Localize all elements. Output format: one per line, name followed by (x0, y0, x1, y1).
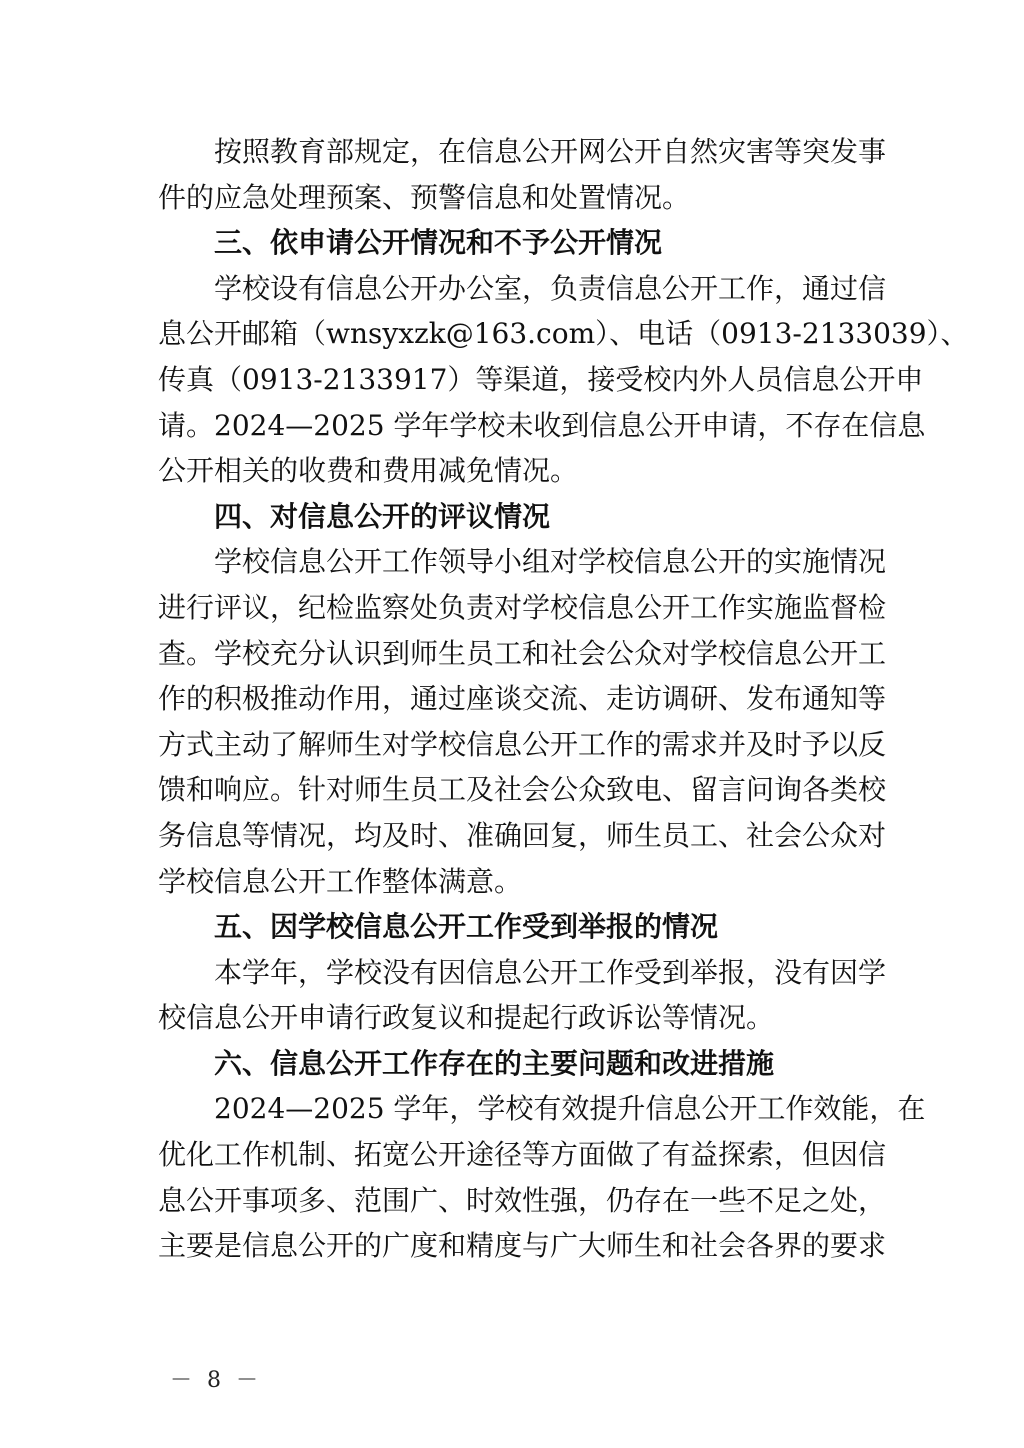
paragraph-line: 主要是信息公开的广度和精度与广大师生和社会各界的要求 (158, 1229, 887, 1263)
paragraph-line: 进行评议，纪检监察处负责对学校信息公开工作实施监督检 (158, 590, 887, 624)
paragraph-line: 馈和响应。针对师生员工及社会公众致电、留言问询各类校 (158, 773, 887, 807)
paragraph-line: 务信息等情况，均及时、准确回复，师生员工、社会公众对 (158, 818, 887, 852)
paragraph-line: 请。2024—2025 学年学校未收到信息公开申请，不存在信息 (158, 408, 926, 442)
paragraph-line: 校信息公开申请行政复议和提起行政诉讼等情况。 (158, 1001, 775, 1035)
paragraph-line: 学校信息公开工作整体满意。 (158, 864, 523, 898)
paragraph-line: 传真（0913-2133917）等渠道，接受校内外人员信息公开申 (158, 362, 924, 396)
paragraph-line: 查。学校充分认识到师生员工和社会公众对学校信息公开工 (158, 636, 887, 670)
paragraph-application-disclosure (158, 266, 969, 494)
paragraph-problems-improvements (158, 1086, 926, 1268)
paragraph-line: 件的应急处理预案、预警信息和处置情况。 (158, 180, 691, 214)
paragraph-line: 作的积极推动作用，通过座谈交流、走访调研、发布通知等 (158, 682, 887, 716)
paragraph-line: 息公开事项多、范围广、时效性强，仍存在一些不足之处， (158, 1183, 887, 1217)
section-heading-5: 五、因学校信息公开工作受到举报的情况 (214, 910, 719, 944)
section-heading-4: 四、对信息公开的评议情况 (214, 499, 551, 533)
paragraph-line: 学校设有信息公开办公室，负责信息公开工作，通过信 (214, 271, 887, 305)
document-body (158, 129, 969, 1269)
paragraph-line: 公开相关的收费和费用减免情况。 (158, 454, 579, 488)
paragraph-reports (158, 950, 887, 1041)
paragraph-emergency-disclosure (158, 129, 887, 220)
paragraph-line: 息公开邮箱（wnsyxzk@163.com）、电话（0913-2133039）、 (158, 317, 969, 351)
section-heading-6: 六、信息公开工作存在的主要问题和改进措施 (214, 1046, 775, 1080)
paragraph-line: 按照教育部规定，在信息公开网公开自然灾害等突发事 (214, 135, 887, 168)
paragraph-line: 优化工作机制、拓宽公开途径等方面做了有益探索，但因信 (158, 1138, 887, 1172)
page-number: － 8 － (170, 1368, 262, 1393)
paragraph-line: 学校信息公开工作领导小组对学校信息公开的实施情况 (214, 545, 887, 579)
section-heading-3: 三、依申请公开情况和不予公开情况 (214, 226, 663, 260)
paragraph-line: 本学年，学校没有因信息公开工作受到举报，没有因学 (214, 955, 887, 989)
paragraph-line: 方式主动了解师生对学校信息公开工作的需求并及时予以反 (158, 727, 887, 761)
paragraph-line: 2024—2025 学年，学校有效提升信息公开工作效能，在 (214, 1092, 926, 1126)
paragraph-evaluation (158, 539, 887, 904)
